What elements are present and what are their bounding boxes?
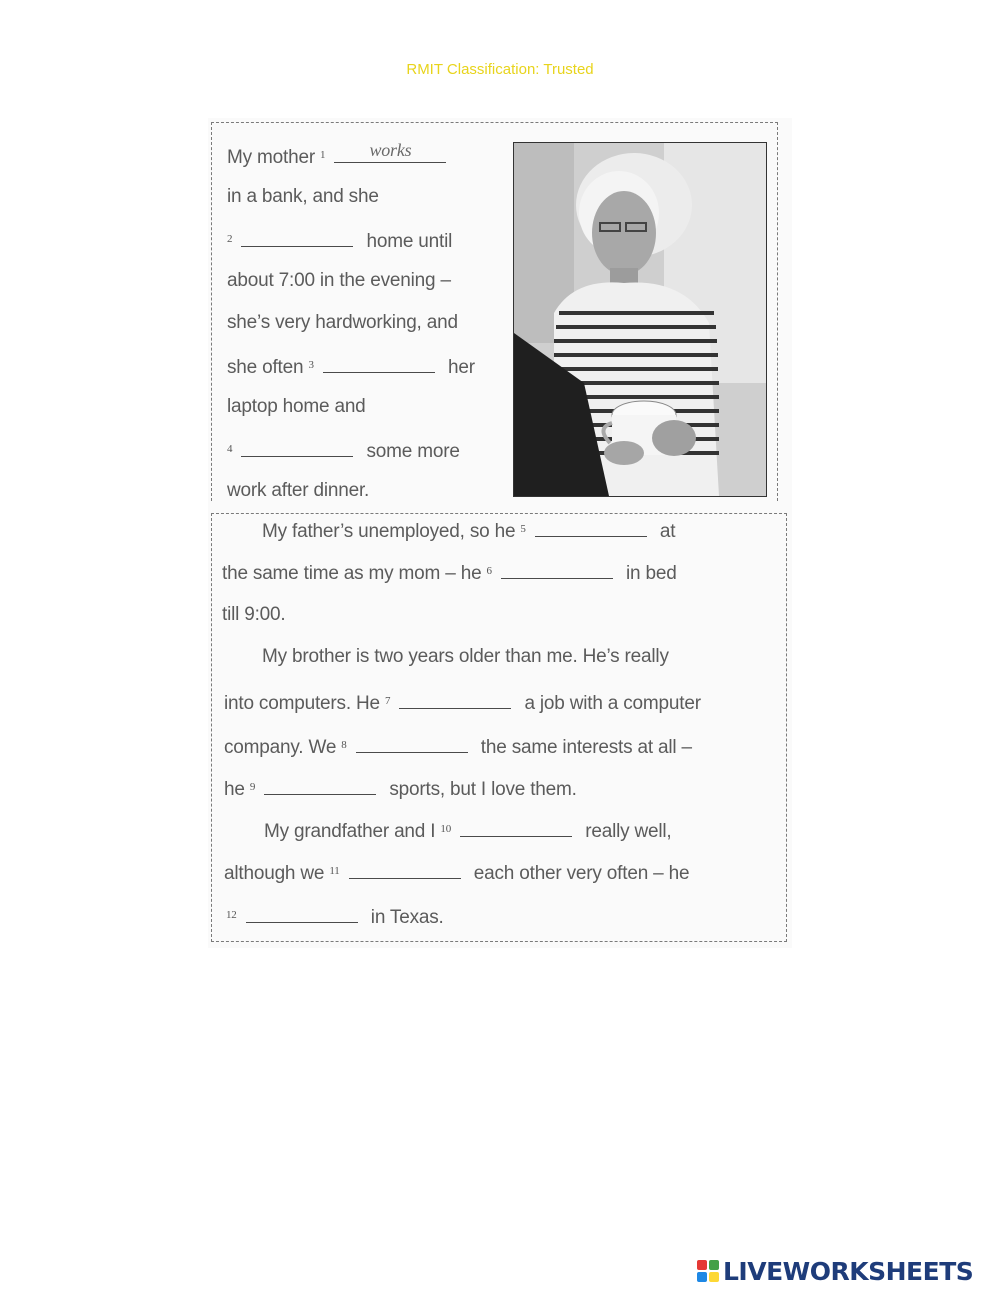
- text-line-3: [227, 228, 452, 253]
- text: the same interests at all –: [480, 737, 692, 758]
- blank-number: 1: [320, 149, 326, 161]
- text-line-15: [224, 734, 692, 759]
- blank-number: 11: [329, 865, 340, 877]
- blank-number: 10: [440, 823, 452, 835]
- text-line-6: [227, 354, 475, 379]
- text-line-12: till 9:00.: [222, 604, 286, 625]
- text: My mother: [227, 147, 315, 168]
- answer-blank-9[interactable]: [264, 778, 376, 795]
- answer-blank-7[interactable]: [399, 692, 511, 709]
- text-line-4: about 7:00 in the evening –: [227, 270, 451, 291]
- text-line-9: work after dinner.: [227, 480, 370, 501]
- blank-number: 3: [308, 359, 314, 371]
- text: a job with a computer: [524, 693, 701, 714]
- text: at: [659, 521, 676, 542]
- blank-number: 6: [486, 565, 492, 577]
- text-line-10: [262, 518, 675, 543]
- blank-number: 9: [249, 781, 256, 793]
- blank-number: 8: [341, 739, 347, 751]
- answer-blank-5[interactable]: [535, 520, 647, 537]
- logo-squares-icon: [697, 1260, 719, 1282]
- text: the same time as my mom – he: [222, 563, 482, 584]
- text-line-17: [264, 818, 672, 843]
- answer-blank-12[interactable]: [246, 906, 358, 923]
- text: in Texas.: [370, 907, 444, 928]
- text: really well,: [585, 821, 672, 842]
- text: My grandfather and I: [264, 821, 436, 842]
- classification-label: RMIT Classification: Trusted: [406, 61, 594, 78]
- liveworksheets-logo: [697, 1256, 973, 1286]
- logo-square-blue: [697, 1272, 707, 1282]
- text-line-7: laptop home and: [227, 396, 366, 417]
- blank-number: 2: [227, 233, 233, 245]
- text: he: [224, 779, 245, 800]
- text: company. We: [224, 737, 337, 758]
- answer-blank-6[interactable]: [501, 562, 613, 579]
- text: each other very often – he: [473, 863, 690, 884]
- answer-1-text: works: [369, 140, 412, 160]
- text: in bed: [626, 563, 677, 584]
- text-line-5: she’s very hardworking, and: [227, 312, 458, 333]
- text-line-16: [224, 776, 577, 801]
- logo-text: LIVEWORKSHEETS: [723, 1256, 974, 1286]
- answer-blank-1[interactable]: [334, 140, 446, 163]
- text-line-1: [227, 140, 454, 169]
- answer-blank-3[interactable]: [323, 356, 435, 373]
- text: My father’s unemployed, so he: [262, 521, 516, 542]
- blank-number: 7: [384, 695, 391, 707]
- blank-number: 12: [226, 909, 237, 921]
- photo-illustration: [514, 143, 766, 496]
- answer-blank-10[interactable]: [460, 820, 572, 837]
- text: although we: [224, 863, 325, 884]
- text-line-13: My brother is two years older than me. He’s really: [262, 646, 669, 667]
- answer-blank-4[interactable]: [241, 440, 353, 457]
- text-line-19: [226, 904, 444, 929]
- blank-number: 5: [520, 523, 526, 535]
- text: her: [447, 357, 475, 378]
- text: sports, but I love them.: [389, 779, 577, 800]
- answer-blank-2[interactable]: [241, 230, 353, 247]
- text: into computers. He: [224, 693, 380, 714]
- text-line-2: in a bank, and she: [227, 186, 379, 207]
- logo-square-yellow: [709, 1272, 719, 1282]
- woman-with-laptop-photo: [513, 142, 767, 497]
- text-line-8: [227, 438, 460, 463]
- text: she often: [227, 357, 304, 378]
- text: some more: [366, 441, 460, 462]
- text: home until: [366, 231, 453, 252]
- text-line-14: [224, 690, 701, 715]
- logo-square-green: [709, 1260, 719, 1270]
- answer-blank-11[interactable]: [349, 862, 461, 879]
- text-line-18: [224, 860, 689, 885]
- text-line-11: [222, 560, 677, 585]
- logo-square-red: [697, 1260, 707, 1270]
- blank-number: 4: [227, 443, 233, 455]
- answer-blank-8[interactable]: [356, 736, 468, 753]
